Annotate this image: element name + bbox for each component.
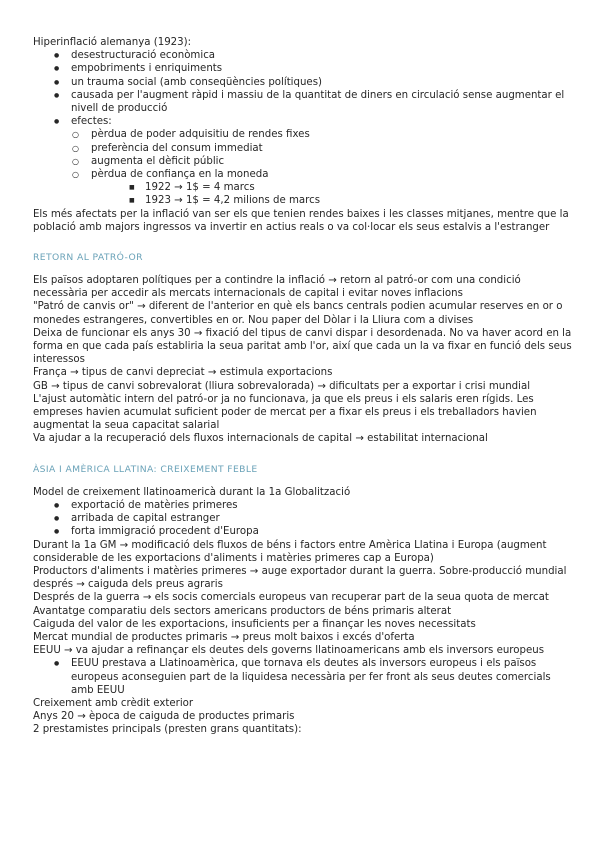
list-item-effects	[33, 115, 573, 207]
list-item: ● causada per l'augment ràpid i massiu de la quantitat de diners en circulació sense augmentar el nivell de producció	[33, 89, 573, 115]
list-item: ● EEUU prestava a Llatinoamèrica, que tornava els deutes als inversors europeus i els països europeus aconseguien part de la liquidesa necessària per fer front als seus deutes comercials amb EEUU	[33, 657, 573, 697]
sub-list-item-label: pèrdua de confiança en la moneda	[91, 169, 269, 181]
growth-model-bullet-list	[33, 499, 573, 539]
paragraph-line: L'ajust automàtic intern del patró-or ja no funcionava, ja que els preus i els salaris eren rígids. Les empreses havien acumulat suficient poder de mercat per a fixar els preus i els treballadors havien augmentat la seua capacitat salarial	[33, 393, 537, 432]
exchange-rate-item: ■ 1923 → 1$ = 4,2 milions de marcs	[33, 194, 573, 207]
paragraph-line: Deixa de funcionar els anys 30 → fixació del tipus de canvi dispar i desordenada. No va haver acord en la forma en que cada país establiria la seua paritat amb l'or, així que cada un la va fixar en funció dels seus interessos	[33, 327, 572, 366]
list-item: ● empobriments i enriquiments	[33, 62, 573, 75]
paragraph-line: Mercat mundial de productes primaris → preus molt baixos i excés d'oferta	[33, 631, 415, 643]
exchange-rate-item: ■ 1922 → 1$ = 4 marcs	[33, 181, 573, 194]
list-item: ● arribada de capital estranger	[33, 512, 573, 525]
paragraph-line: Després de la guerra → els socis comercials europeus van recuperar part de la seua quota de mercat	[33, 592, 549, 604]
section-spacer	[33, 446, 573, 463]
list-item: ● un trauma social (amb conseqüències polítiques)	[33, 76, 573, 89]
paragraph-line: Avantatge comparatiu dels sectors americans productors de béns primaris alterat	[33, 605, 452, 617]
paragraph-line: "Patró de canvis or" → diferent de l'anterior en què els bancs centrals podien acumular reserves en or o monedes estrangeres, convertibles en or. Nou paper del Dòlar i la Lliura com a divises	[33, 301, 563, 326]
sub-list-item: ○ augmenta el dèficit públic	[33, 155, 573, 168]
paragraph-line: Caiguda del valor de les exportacions, insuficients per a finançar les noves necessitats	[33, 618, 476, 630]
paragraph-line: Model de creixement llatinoamericà durant la 1a Globalització	[33, 486, 351, 498]
exchange-rate-list	[33, 181, 573, 207]
list-item: ● exportació de matèries primeres	[33, 499, 573, 512]
paragraph-line: EEUU → va ajudar a refinançar els deutes dels governs llatinoamericans amb els inversors europeus	[33, 645, 544, 657]
heading-spacer	[33, 264, 573, 274]
document-page	[33, 36, 573, 737]
paragraph-line: Productors d'aliments i matèries primeres → auge exportador durant la guerra. Sobre-producció mundial després → caiguda dels preus agraris	[33, 565, 567, 591]
paragraph-line: 2 prestamistes principals (presten grans quantitats):	[33, 724, 302, 736]
paragraph-line: Va ajudar a la recuperació dels fluxos internacionals de capital → estabilitat internacional	[33, 433, 488, 445]
sub-list-item: ○ preferència del consum immediat	[33, 142, 573, 155]
paragraph-line: Durant la 1a GM → modificació dels fluxos de béns i factors entre Amèrica Llatina i Europa (augment considerable de les exportacions d'aliments i matèries primeres cap a Europa)	[33, 539, 547, 564]
paragraph-line: Anys 20 → època de caiguda de productes primaris	[33, 711, 295, 723]
list-item: ● desestructuració econòmica	[33, 49, 573, 62]
section-heading-asia-latin-america: ÀSIA I AMÈRICA LLATINA: CREIXEMENT FEBLE	[33, 463, 258, 475]
effects-sub-list	[33, 128, 573, 207]
section-heading-gold-standard: RETORN AL PATRÓ-OR	[33, 252, 143, 264]
list-item: ● forta immigració procedent d'Europa	[33, 525, 573, 538]
section-spacer	[33, 234, 573, 251]
paragraph-line: GB → tipus de canvi sobrevalorat (lliura sobrevalorada) → dificultats per a exportar i crisi mundial	[33, 380, 531, 392]
hyperinflation-bullet-list	[33, 49, 573, 207]
paragraph-line: Creixement amb crèdit exterior	[33, 697, 194, 709]
sub-list-item: ○ pèrdua de poder adquisitiu de rendes fixes	[33, 128, 573, 141]
sub-list-item-confidence	[33, 168, 573, 208]
paragraph-line: Els països adoptaren polítiques per a contindre la inflació → retorn al patró-or com una condició necessària per accedir als mercats internacionals de capital i evitar noves inflacions	[33, 275, 521, 300]
hyperinflation-conclusion: Els més afectats per la inflació van ser els que tenien rendes baixes i les classes mitjanes, mentre que la població amb majors ingressos va invertir en actius reals o va col·locar els seus estalvis a l'estranger	[33, 208, 569, 233]
section-title-hyperinflation: Hiperinflació alemanya (1923):	[33, 37, 192, 48]
refinancing-bullet-list	[33, 657, 573, 697]
heading-spacer	[33, 476, 573, 486]
effects-label: efectes:	[71, 116, 112, 128]
paragraph-line: França → tipus de canvi depreciat → estimula exportacions	[33, 367, 333, 379]
